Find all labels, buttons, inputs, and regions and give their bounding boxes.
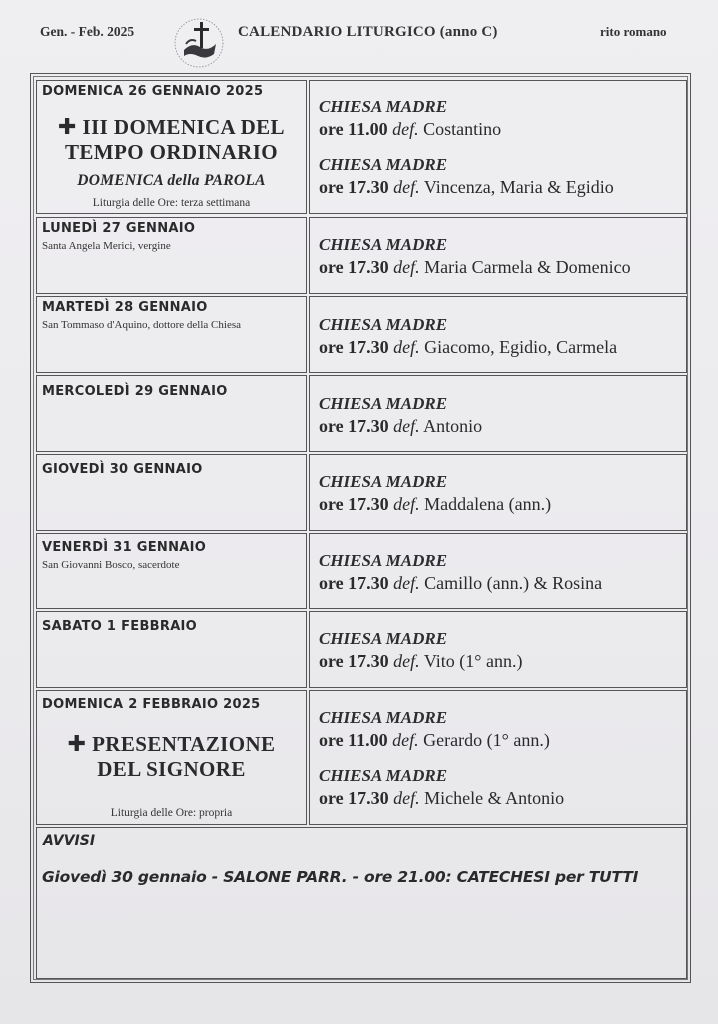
day-cell-venerdi-31: [36, 533, 307, 609]
feast-line-2: TEMPO ORDINARIO: [64, 140, 279, 164]
mass-intention: ore 17.30 def. Antonio: [319, 416, 483, 436]
mass-intention: ore 11.00 def. Costantino: [319, 119, 502, 139]
notices-box: [36, 827, 687, 979]
church-name: CHIESA MADRE: [319, 629, 448, 648]
saint-of-day: San Tommaso d'Aquino, dottore della Chiesa: [42, 319, 241, 331]
mass-cell-martedi-28: [309, 296, 687, 373]
feast-title: [37, 732, 306, 782]
page-title: CALENDARIO LITURGICO (anno C): [238, 24, 498, 40]
feast-line-1: PRESENTAZIONE: [92, 732, 276, 756]
feast-line-2: DEL SIGNORE: [97, 757, 246, 781]
mass-cell-mercoledi-29: [309, 375, 687, 452]
cross-icon: ✚: [58, 115, 77, 140]
church-name: CHIESA MADRE: [319, 155, 448, 174]
feast-subtitle: DOMENICA della PAROLA: [77, 172, 266, 189]
church-name: CHIESA MADRE: [319, 708, 448, 727]
period-label: Gen. - Feb. 2025: [40, 24, 135, 39]
cross-icon: ✚: [67, 732, 87, 757]
mass-intention: ore 17.30 def. Camillo (ann.) & Rosina: [319, 573, 603, 593]
day-title: SABATO 1 FEBBRAIO: [42, 619, 198, 634]
mass-cell-domenica-2: [309, 690, 687, 825]
day-title: MARTEDÌ 28 GENNAIO: [42, 300, 208, 315]
liturgy-note: Liturgia delle Ore: terza settimana: [92, 197, 251, 209]
mass-cell-venerdi-31: [309, 533, 687, 609]
saint-of-day: Santa Angela Merici, vergine: [42, 240, 171, 252]
mass-cell-sabato-1: [309, 611, 687, 688]
day-cell-martedi-28: [36, 296, 307, 373]
rite-label: rito romano: [600, 24, 667, 39]
day-title: VENERDÌ 31 GENNAIO: [42, 540, 207, 555]
day-cell-lunedi-27: [36, 217, 307, 294]
mass-intention: ore 17.30 def. Maria Carmela & Domenico: [319, 257, 631, 277]
mass-intention: ore 17.30 def. Vincenza, Maria & Egidio: [319, 177, 614, 197]
mass-cell-lunedi-27: [309, 217, 687, 294]
church-name: CHIESA MADRE: [319, 97, 448, 116]
mass-intention: ore 11.00 def. Gerardo (1° ann.): [319, 730, 550, 750]
church-name: CHIESA MADRE: [319, 235, 448, 254]
church-name: CHIESA MADRE: [319, 472, 448, 491]
notice-text: Giovedì 30 gennaio - SALONE PARR. - ore 21.00: CATECHESI per TUTTI: [42, 868, 639, 886]
mass-intention: ore 17.30 def. Giacomo, Egidio, Carmela: [319, 337, 618, 357]
church-name: CHIESA MADRE: [319, 394, 448, 413]
jubilee-logo-icon: [170, 14, 228, 72]
saint-of-day: San Giovanni Bosco, sacerdote: [42, 559, 180, 571]
church-name: CHIESA MADRE: [319, 551, 448, 570]
feast-line-1: III DOMENICA DEL: [82, 115, 285, 139]
day-title: DOMENICA 2 FEBBRAIO 2025: [42, 697, 261, 712]
day-cell-giovedi-30: [36, 454, 307, 531]
mass-intention: ore 17.30 def. Michele & Antonio: [319, 788, 565, 808]
day-cell-sabato-1: [36, 611, 307, 688]
day-title: MERCOLEDÌ 29 GENNAIO: [42, 384, 228, 399]
day-title: GIOVEDÌ 30 GENNAIO: [42, 462, 203, 477]
mass-intention: ore 17.30 def. Maddalena (ann.): [319, 494, 552, 514]
day-title: DOMENICA 26 GENNAIO 2025: [42, 84, 264, 99]
feast-title: [37, 115, 306, 165]
day-cell-domenica-26: [36, 80, 307, 214]
mass-cell-domenica-26: [309, 80, 687, 214]
day-cell-mercoledi-29: [36, 375, 307, 452]
mass-cell-giovedi-30: [309, 454, 687, 531]
day-title: LUNEDÌ 27 GENNAIO: [42, 221, 196, 236]
church-name: CHIESA MADRE: [319, 315, 448, 334]
church-name: CHIESA MADRE: [319, 766, 448, 785]
mass-intention: ore 17.30 def. Vito (1° ann.): [319, 651, 523, 671]
liturgy-note: Liturgia delle Ore: propria: [110, 807, 233, 819]
day-cell-domenica-2: [36, 690, 307, 825]
notices-label: AVVISI: [43, 833, 96, 849]
